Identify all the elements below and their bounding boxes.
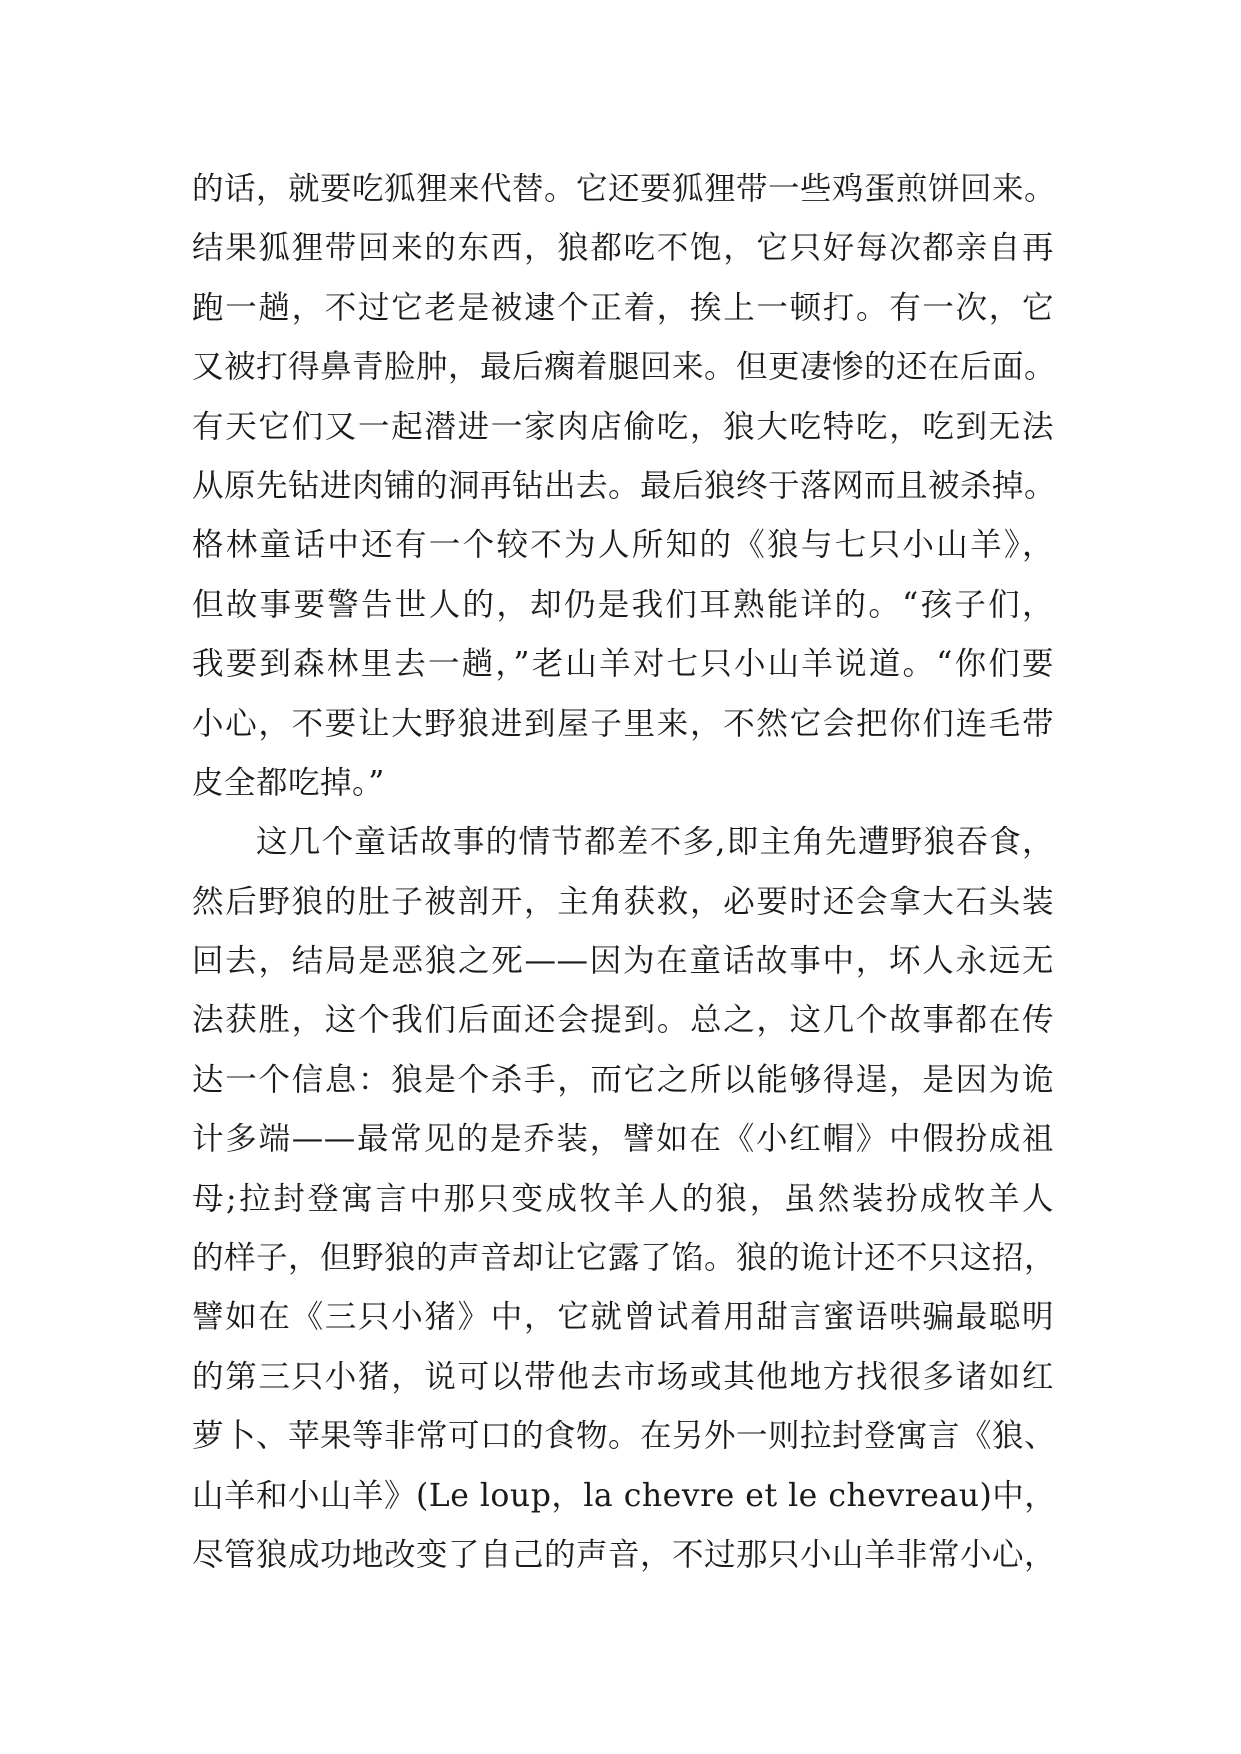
text-line: 格林童话中还有一个较不为人所知的《狼与七只小山羊》， <box>192 527 1054 564</box>
text-line: 从原先钻进肉铺的洞再钻出去。最后狼终于落网而且被杀掉。 <box>192 467 1057 504</box>
text-line: 结果狐狸带回来的东西，狼都吃不饱，它只好每次都亲自再 <box>192 230 1054 267</box>
text-line: 然后野狼的肚子被剖开，主角获救，必要时还会拿大石头装 <box>192 883 1054 920</box>
text-line: 萝卜、苹果等非常可口的食物。在另外一则拉封登寓言《狼、 <box>192 1418 1057 1455</box>
text-line: 达一个信息：狼是个杀手，而它之所以能够得逞，是因为诡 <box>192 1061 1054 1098</box>
text-line: 又被打得鼻青脸肿，最后瘸着腿回来。但更凄惨的还在后面。 <box>192 349 1057 386</box>
text-line: 山羊和小山羊》(Le loup，la chevre et le chevreau)中， <box>192 1477 1057 1514</box>
paragraph-1 <box>192 160 1057 813</box>
text-line: 皮全都吃掉。” <box>192 764 385 801</box>
text-line: 的样子，但野狼的声音却让它露了馅。狼的诡计还不只这招， <box>192 1240 1057 1277</box>
text-line: 回去，结局是恶狼之死——因为在童话故事中，坏人永远无 <box>192 943 1054 980</box>
text-line: 我要到森林里去一趟，”老山羊对七只小山羊说道。“你们要 <box>192 646 1054 683</box>
paragraph-2 <box>192 813 1057 1585</box>
text-line: 的话，就要吃狐狸来代替。它还要狐狸带一些鸡蛋煎饼回来。 <box>192 171 1057 207</box>
text-line: 法获胜，这个我们后面还会提到。总之，这几个故事都在传 <box>192 1002 1054 1039</box>
document-page <box>192 160 1057 1585</box>
text-line: 譬如在《三只小猪》中，它就曾试着用甜言蜜语哄骗最聪明 <box>192 1299 1054 1336</box>
text-line: 跑一趟，不过它老是被逮个正着，挨上一顿打。有一次，它 <box>192 289 1054 326</box>
text-line: 计多端——最常见的是乔装，譬如在《小红帽》中假扮成祖 <box>192 1121 1054 1158</box>
text-line: 小心，不要让大野狼进到屋子里来，不然它会把你们连毛带 <box>192 705 1054 742</box>
text-line: 但故事要警告世人的，却仍是我们耳熟能详的。“孩子们， <box>192 586 1054 623</box>
text-line: 有天它们又一起潜进一家肉店偷吃，狼大吃特吃，吃到无法 <box>192 408 1054 445</box>
text-line: 的第三只小猪，说可以带他去市场或其他地方找很多诸如红 <box>192 1358 1054 1395</box>
text-line: 尽管狼成功地改变了自己的声音，不过那只小山羊非常小心， <box>192 1536 1057 1573</box>
text-line: 这几个童话故事的情节都差不多,即主角先遭野狼吞食， <box>256 824 1054 861</box>
text-line: 母;拉封登寓言中那只变成牧羊人的狼，虽然装扮成牧羊人 <box>192 1180 1054 1217</box>
